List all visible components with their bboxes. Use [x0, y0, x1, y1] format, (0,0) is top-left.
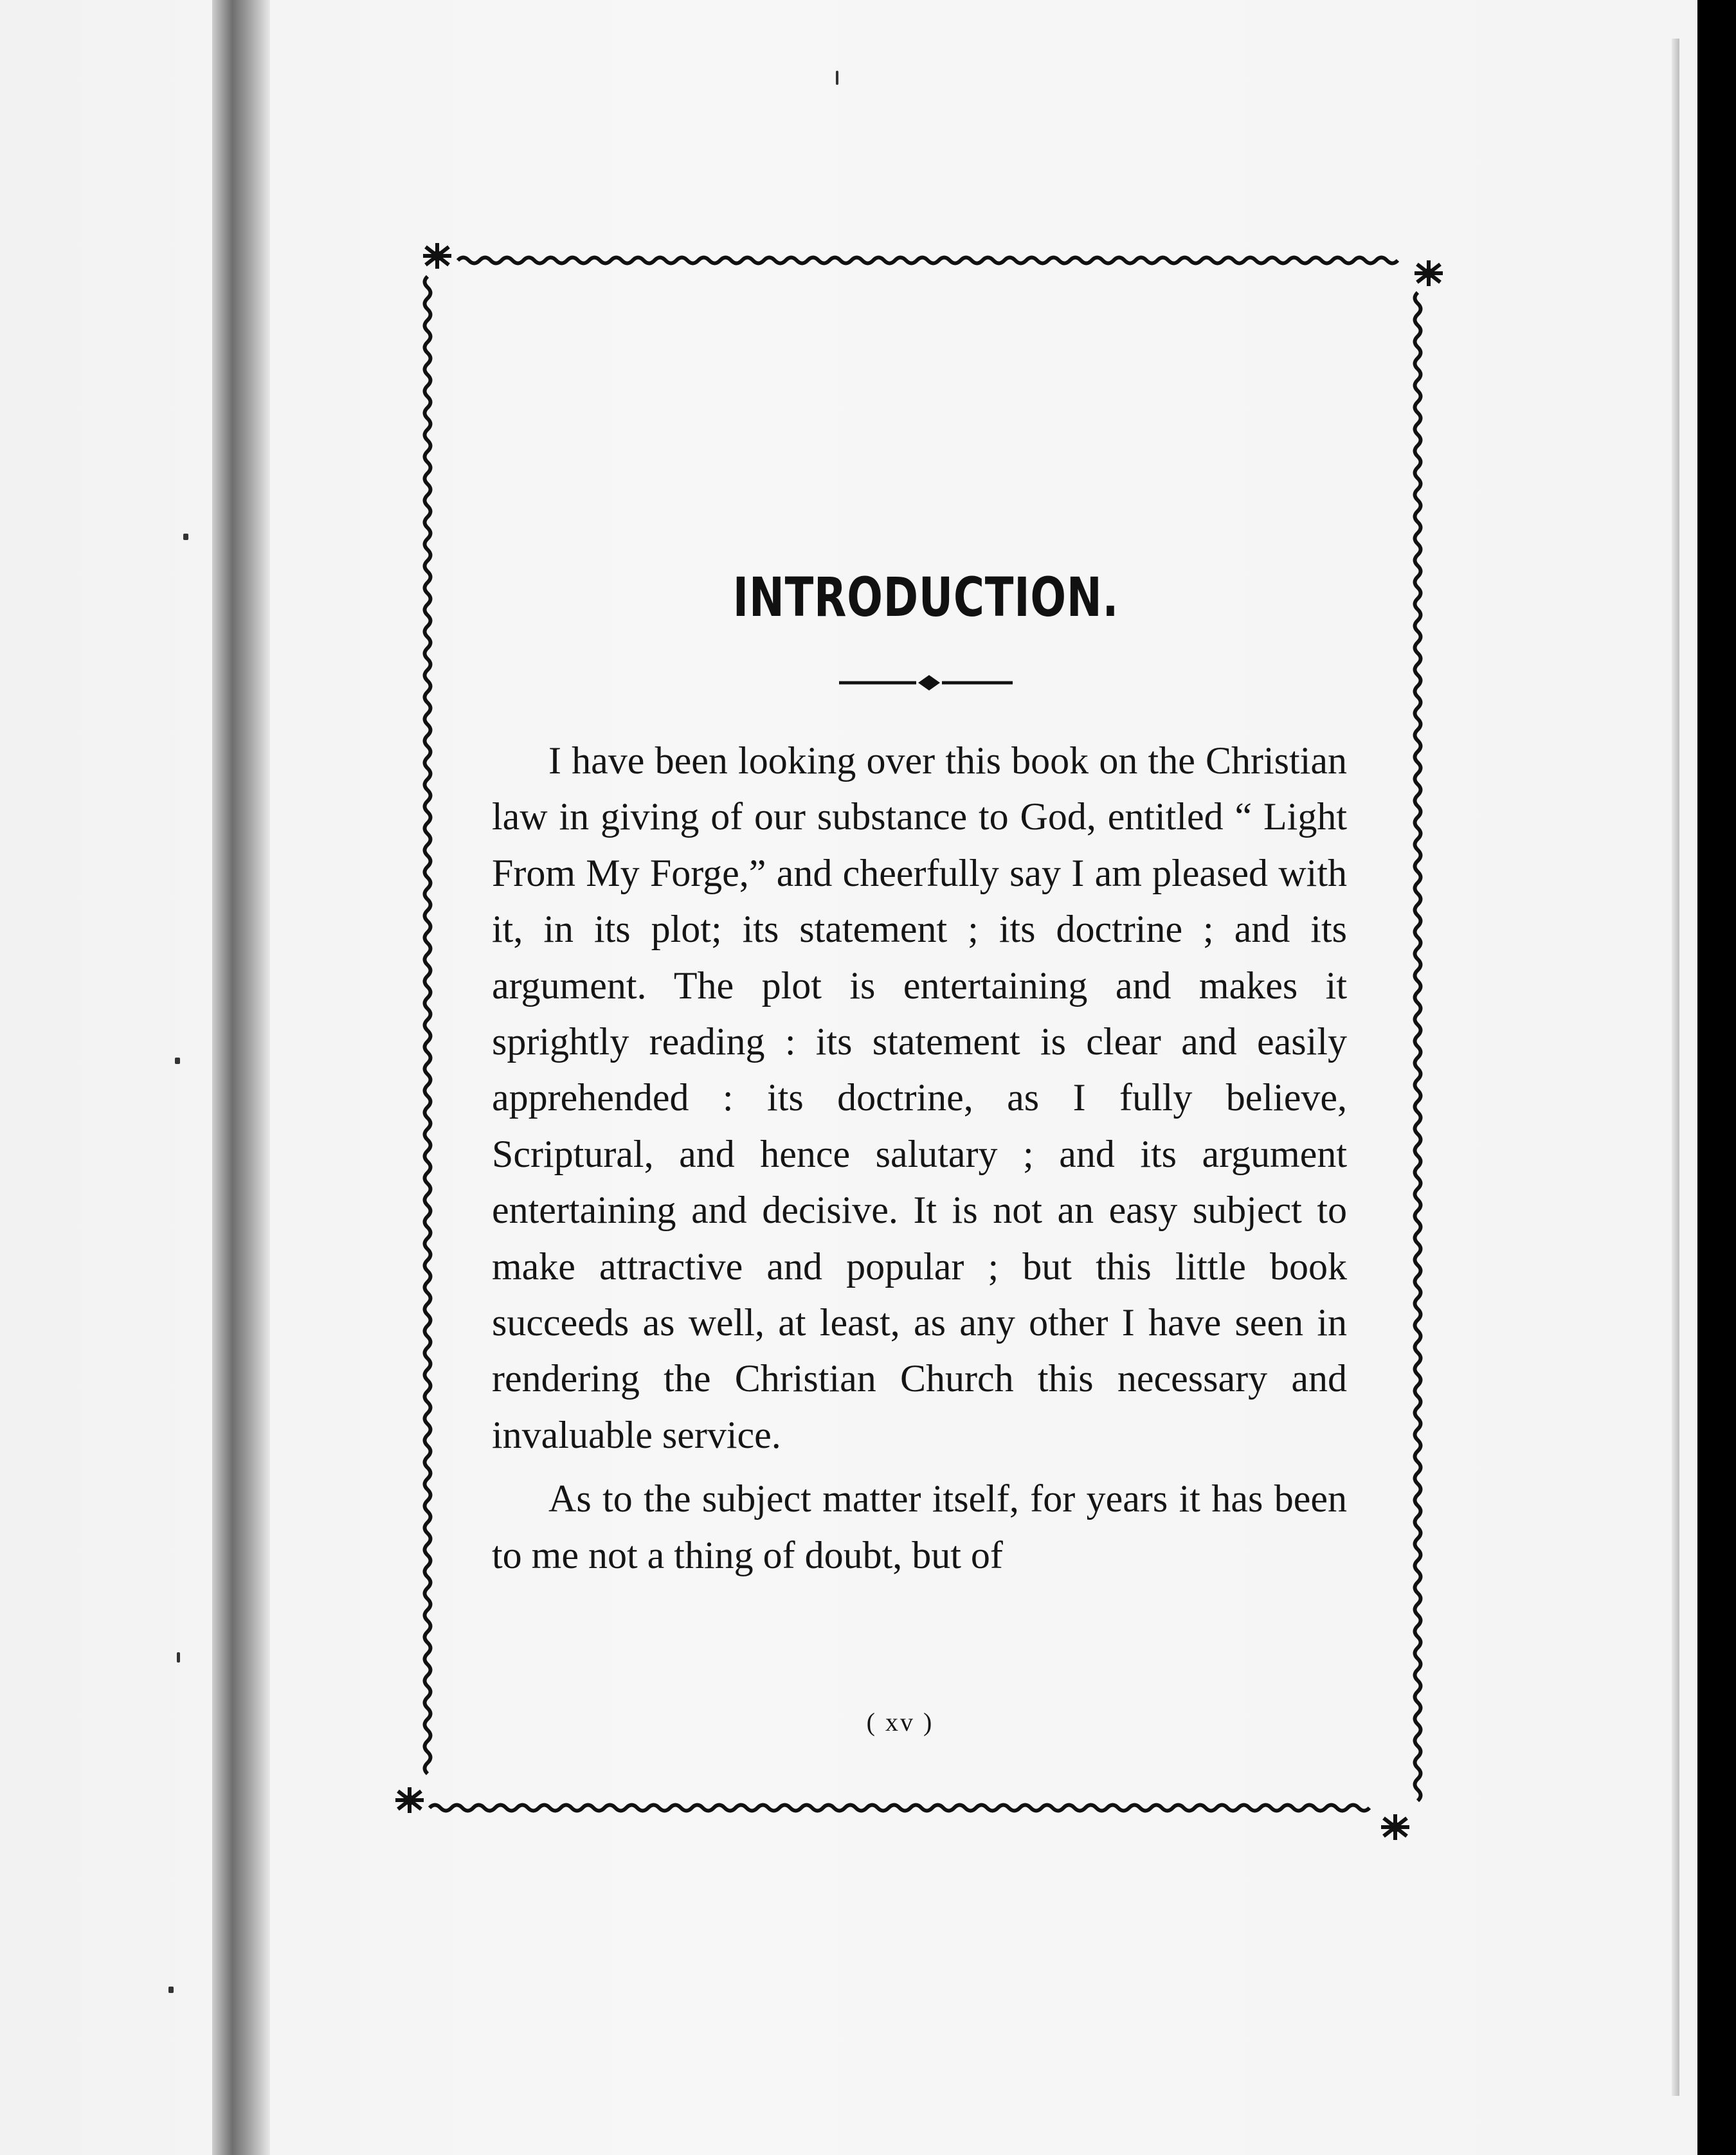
border-wave-right: [1415, 293, 1421, 1801]
margin-speck: [183, 534, 188, 540]
corner-ornament-bottom-right: [1381, 1814, 1409, 1840]
corner-ornament-top-left: [423, 243, 451, 269]
border-wave-top: [458, 258, 1398, 264]
corner-ornament-top-right: [1415, 260, 1443, 286]
paragraph-2: As to the subject matter itself, for years it has been to me not a thing of doubt, but of: [492, 1477, 1347, 1576]
border-wave-left: [425, 276, 431, 1774]
title-ornament-rule: [839, 675, 1013, 690]
body-text: [492, 733, 1347, 1583]
margin-speck: [175, 1058, 180, 1064]
page-title: INTRODUCTION.: [732, 566, 1119, 629]
page-number: ( xv ): [866, 1708, 934, 1736]
margin-speck: [836, 71, 838, 85]
margin-speck: [168, 1987, 174, 1993]
border-wave-bottom: [429, 1805, 1370, 1811]
corner-ornament-bottom-left: [395, 1787, 424, 1813]
paragraph-1: I have been looking over this book on the Christian law in giving of our substance to God, entitled “ Light From My Forge,” and cheerfully say I am pleased with it, in its plot; its statement ; its doctrine ; and its argument. The plot is entertaining and makes it sprightly reading : its statement is clear and easily apprehended : its doctrine, as I fully believe, Scriptural, and hence salutary ; and its argument entertaining and decisive. It is not an easy subject to make attractive and popular ; but this little book succeeds as well, at least, as any other I have seen in rendering the Christian Church this necessary and invaluable service.: [492, 739, 1347, 1456]
margin-speck: [177, 1652, 180, 1663]
